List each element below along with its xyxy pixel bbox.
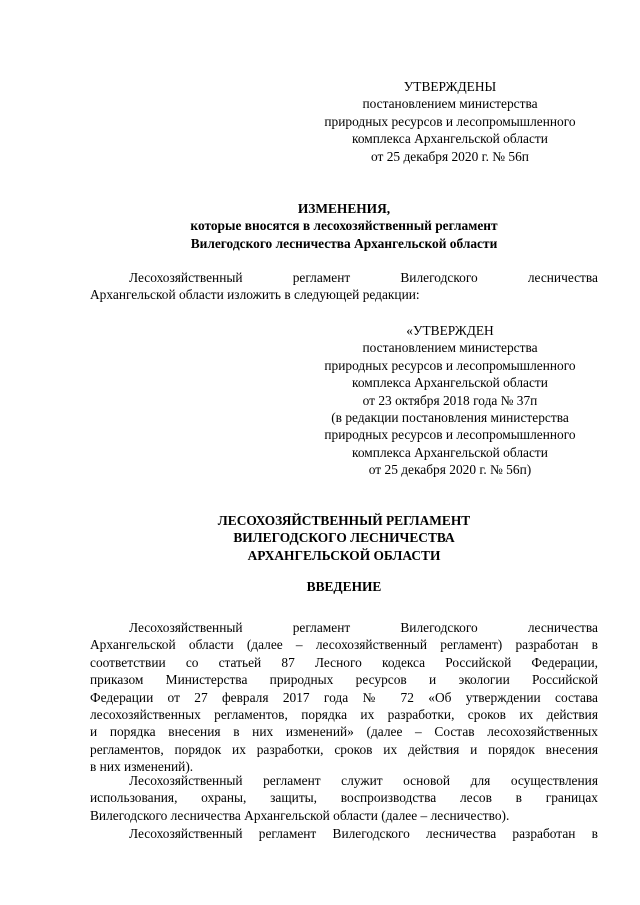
intro-paragraph	[90, 269, 598, 304]
body-paragraph	[90, 772, 598, 824]
section-heading: ВВЕДЕНИЕ	[306, 579, 382, 594]
paragraph-line: Лесохозяйственный регламент служит основой для осуществления	[129, 773, 598, 788]
body-paragraph	[90, 619, 598, 776]
paragraph-line: регламентов, порядок их разработки, сроков их действия и порядок внесения	[90, 741, 598, 757]
paragraph-line: Лесохозяйственный регламент Вилегодского лесничества разработан в	[129, 826, 598, 841]
paragraph-line: Лесохозяйственный регламент Вилегодского лесничества	[129, 620, 598, 635]
regulation-title-line: ВИЛЕГОДСКОГО ЛЕСНИЧЕСТВА	[233, 530, 455, 546]
regulation-title	[90, 512, 598, 564]
changes-title-line: ИЗМЕНЕНИЯ,	[297, 201, 391, 216]
approval-line: комплекса Архангельской области	[352, 375, 548, 391]
approval-line: комплекса Архангельской области	[352, 131, 548, 147]
approval-date: от 25 декабря 2020 г. № 56п)	[368, 462, 532, 478]
changes-title	[90, 200, 598, 252]
approval-line: (в редакции постановления министерства	[331, 410, 569, 426]
paragraph-line: лесохозяйственных регламентов, порядка их разработки, сроков их действия	[90, 706, 598, 722]
approval-line: природных ресурсов и лесопромышленного	[324, 357, 576, 373]
paragraph-line: Лесохозяйственный регламент Вилегодского лесничества	[129, 270, 598, 285]
paragraph-line: Архангельской области изложить в следующей редакции:	[90, 287, 420, 303]
paragraph-line: Вилегодского лесничества Архангельской области (далее – лесничество).	[90, 807, 510, 823]
regulation-title-line: АРХАНГЕЛЬСКОЙ ОБЛАСТИ	[247, 547, 441, 563]
paragraph-line: соответствии со статьей 87 Лесного кодекса Российской Федерации,	[90, 654, 598, 670]
changes-title-line: Вилегодского лесничества Архангельской области	[190, 235, 498, 251]
paragraph-line: Архангельской области (далее – лесохозяйственный регламент) разработан в	[90, 637, 598, 653]
changes-title-line: которые вносятся в лесохозяйственный регламент	[190, 218, 498, 234]
paragraph-line: Федерации от 27 февраля 2017 года № 72 «Об утверждении состава	[90, 689, 598, 705]
approval-date: от 25 декабря 2020 г. № 56п	[371, 148, 529, 164]
paragraph-line: и порядка внесения в них изменений» (далее – Состав лесохозяйственных	[90, 724, 598, 740]
approval-line: природных ресурсов и лесопромышленного	[324, 113, 576, 129]
regulation-title-line: ЛЕСОХОЗЯЙСТВЕННЫЙ РЕГЛАМЕНТ	[217, 513, 471, 528]
approval-heading: «УТВЕРЖДЕН	[406, 323, 494, 338]
approval-stamp-2018	[300, 322, 600, 479]
approval-heading: УТВЕРЖДЕНЫ	[403, 79, 497, 94]
body-paragraph	[90, 825, 598, 842]
approval-date: от 23 октября 2018 года № 37п	[362, 392, 538, 408]
approval-line: постановлением министерства	[362, 96, 538, 112]
approval-line: природных ресурсов и лесопромышленного	[324, 427, 576, 443]
approval-line: комплекса Архангельской области	[352, 444, 548, 460]
approval-line: постановлением министерства	[362, 340, 538, 356]
paragraph-line: использования, охраны, защиты, воспроизводства лесов в границах	[90, 790, 598, 806]
paragraph-line: приказом Министерства природных ресурсов и экологии Российской	[90, 672, 598, 688]
paragraph-line: в них изменений).	[90, 759, 194, 775]
approval-stamp-2020	[300, 78, 600, 165]
